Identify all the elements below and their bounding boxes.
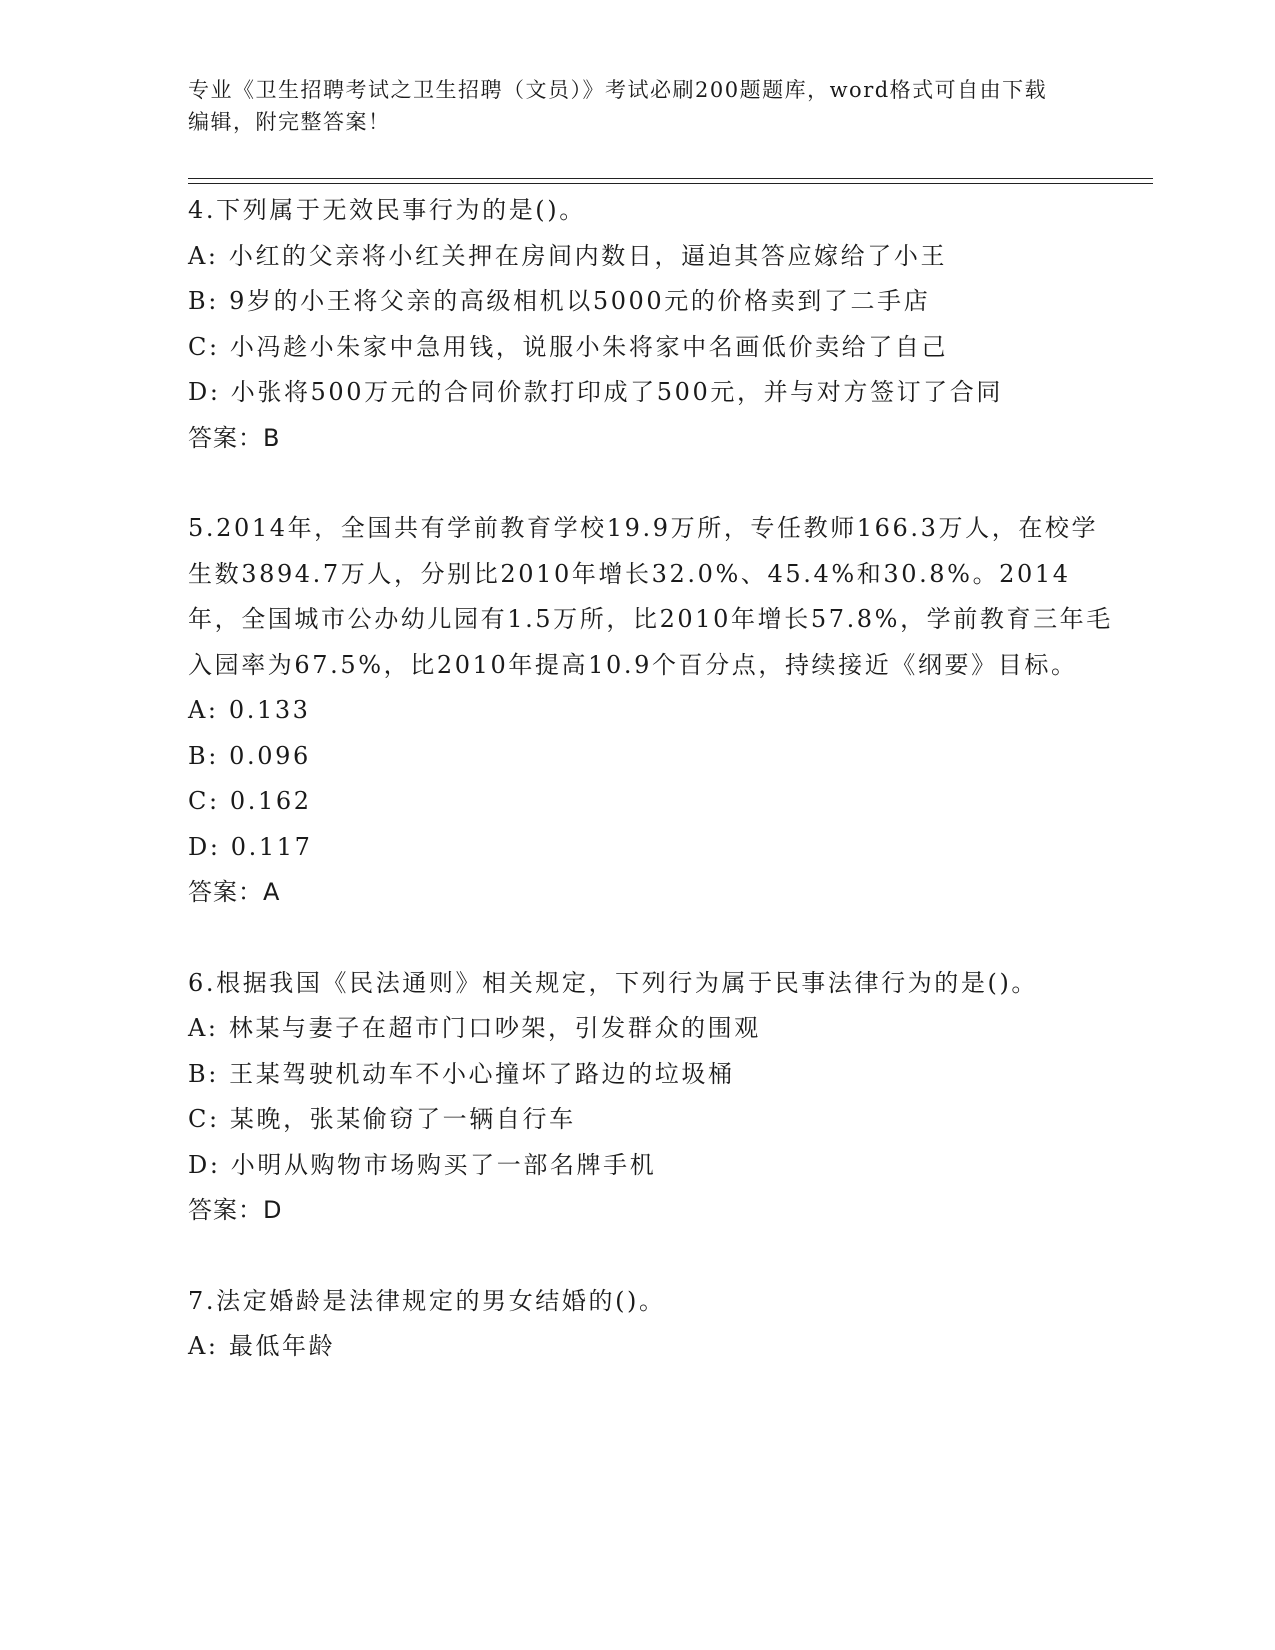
question-6	[188, 961, 1118, 1234]
option-c: C: 某晚，张某偷窃了一辆自行车	[188, 1105, 576, 1133]
option-b: B: 0.096	[188, 741, 311, 770]
option-a: A: 林某与妻子在超市门口吵架，引发群众的围观	[188, 1014, 761, 1042]
option-d: D: 0.117	[188, 832, 313, 861]
header-divider-bottom	[188, 183, 1153, 184]
question-5	[188, 506, 1118, 916]
question-stem: 7.法定婚龄是法律规定的男女结婚的()。	[188, 1286, 666, 1315]
question-stem: 4.下列属于无效民事行为的是()。	[188, 196, 586, 224]
option-a: A: 最低年龄	[188, 1332, 336, 1360]
answer-label: 答案：D	[188, 1196, 283, 1224]
question-list	[188, 188, 1118, 1370]
option-a: A: 0.133	[188, 696, 311, 724]
header-divider-top	[188, 178, 1153, 179]
option-d: D: 小明从购物市场购买了一部名牌手机	[188, 1150, 657, 1179]
answer-label: 答案：A	[188, 878, 281, 906]
option-a: A: 小红的父亲将小红关押在房间内数日，逼迫其答应嫁给了小王	[188, 241, 948, 270]
question-stem: 5.2014年，全国共有学前教育学校19.9万所，专任教师166.3万人，在校学生数3894.7万人，分别比2010年增长32.0%、45.4%和30.8%。2014年，全国城市公办幼儿园有1.5万所，比2010年增长57.8%，学前教育三年毛入园率为67.5%，比2010年提高10.9个百分点，持续接近《纲要》目标。	[188, 514, 1113, 679]
option-c: C: 小冯趁小朱家中急用钱，说服小朱将家中名画低价卖给了自己	[188, 332, 949, 361]
option-c: C: 0.162	[188, 787, 312, 815]
answer-label: 答案：B	[188, 423, 281, 452]
question-7	[188, 1279, 1118, 1370]
option-b: B: 王某驾驶机动车不小心撞坏了路边的垃圾桶	[188, 1059, 735, 1088]
option-b: B: 9岁的小王将父亲的高级相机以5000元的价格卖到了二手店	[188, 287, 931, 315]
document-header: 专业《卫生招聘考试之卫生招聘（文员）》考试必刷200题题库，word格式可自由下载编辑，附完整答案！	[188, 78, 1048, 134]
option-d: D: 小张将500万元的合同价款打印成了500元，并与对方签订了合同	[188, 378, 1003, 406]
question-stem: 6.根据我国《民法通则》相关规定，下列行为属于民事法律行为的是()。	[188, 968, 1039, 997]
question-4	[188, 188, 1118, 461]
